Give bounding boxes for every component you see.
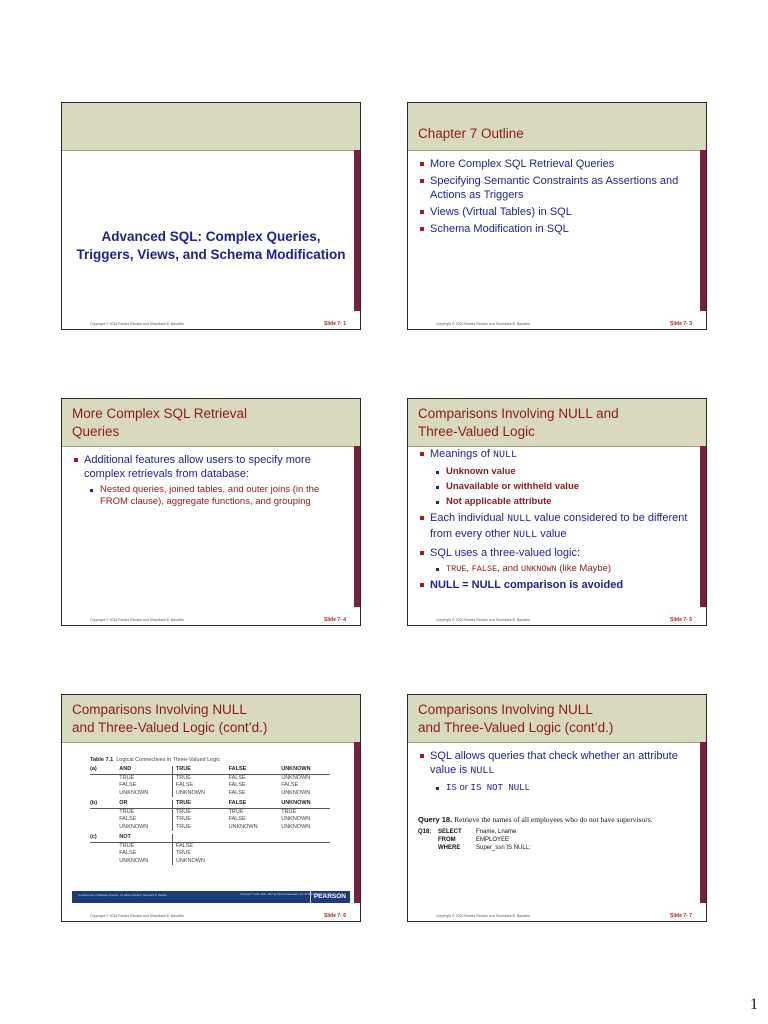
table-section-label bbox=[90, 824, 119, 832]
title-line: and Three-Valued Logic (cont’d.) bbox=[72, 720, 268, 735]
query-row bbox=[418, 844, 653, 852]
table-cell: TRUE bbox=[281, 808, 297, 815]
title-line: and Three-Valued Logic (cont’d.) bbox=[418, 720, 614, 735]
code-is-not-null: IS NOT NULL bbox=[470, 783, 530, 793]
table-caption bbox=[90, 757, 330, 763]
table-label: Table 7.1 bbox=[90, 757, 114, 763]
slide-number: Slide 7- 5 bbox=[670, 617, 692, 623]
slide-content bbox=[420, 447, 692, 595]
table-cell: UNKNOWN bbox=[281, 816, 311, 822]
slide-3 bbox=[61, 398, 361, 626]
code-null: NULL bbox=[507, 514, 532, 525]
sql-keyword: SELECT bbox=[438, 829, 462, 835]
table-section-label bbox=[90, 782, 119, 790]
slide-title: Chapter 7 Outline bbox=[418, 126, 524, 141]
table-cell: UNKNOWN bbox=[172, 858, 229, 866]
table-row bbox=[90, 843, 330, 851]
bullet: More Complex SQL Retrieval Queries bbox=[420, 157, 692, 171]
sub-text: or bbox=[456, 782, 471, 793]
slide-accent-bar bbox=[700, 446, 706, 607]
copyright: Copyright © 2016 Ramez Elmasri and Shamkant B. Navathe bbox=[436, 914, 530, 918]
table-header-row bbox=[90, 766, 330, 775]
table-cell bbox=[172, 834, 229, 842]
copyright: Copyright © 2016 Ramez Elmasri and Shamkant B. Navathe bbox=[90, 618, 184, 622]
query-id: Q18: bbox=[418, 829, 432, 835]
table-cell: UNKNOWN bbox=[281, 789, 311, 796]
slide-content bbox=[420, 749, 692, 797]
copyright: Copyright © 2016 Ramez Elmasri and Shamkant B. Navathe bbox=[436, 322, 530, 326]
table-cell: TRUE bbox=[172, 809, 229, 817]
query-figure bbox=[418, 815, 653, 852]
table-cell bbox=[229, 834, 282, 842]
table-header-row bbox=[90, 800, 330, 809]
table-cell: TRUE bbox=[172, 766, 229, 774]
code-false: FALSE bbox=[471, 564, 498, 574]
table-cell: FALSE bbox=[228, 766, 247, 772]
table-section-label bbox=[90, 775, 119, 783]
table-section-label bbox=[90, 850, 119, 858]
table-section-label: (a) bbox=[90, 766, 97, 772]
table-row bbox=[90, 775, 330, 783]
slide-content bbox=[420, 157, 692, 239]
sql-keyword: WHERE bbox=[438, 845, 461, 851]
slide-accent-bar bbox=[354, 150, 360, 311]
table-cell: FALSE bbox=[172, 843, 229, 851]
table-cell bbox=[229, 850, 282, 858]
slide-number: Slide 7- 7 bbox=[670, 913, 692, 919]
table-cell: UNKNOWN bbox=[119, 789, 149, 796]
table-cell: UNKNOWN bbox=[281, 800, 311, 806]
table-cell: TRUE bbox=[172, 850, 229, 858]
copyright: Copyright © 2016 Ramez Elmasri and Shamkant B. Navathe bbox=[90, 914, 184, 918]
slide-title bbox=[418, 701, 694, 737]
table-cell: UNKNOWN bbox=[119, 823, 149, 830]
table-cell: TRUE bbox=[119, 842, 135, 849]
table-row bbox=[90, 850, 330, 858]
table-section-label bbox=[90, 816, 119, 824]
bullet bbox=[74, 453, 346, 508]
sql-clause: Fname, Lname bbox=[476, 829, 517, 835]
table-cell: TRUE bbox=[228, 808, 244, 815]
slide-accent-bar bbox=[354, 742, 360, 903]
separator: , bbox=[466, 563, 472, 574]
query-heading bbox=[418, 815, 653, 824]
sub-bullet bbox=[436, 782, 692, 794]
table-cell: UNKNOWN bbox=[172, 790, 229, 798]
bullet: Specifying Semantic Constraints as Assertions and Actions as Triggers bbox=[420, 174, 692, 202]
slide-accent-bar bbox=[354, 446, 360, 607]
pearson-banner bbox=[72, 891, 350, 903]
table-cell: TRUE bbox=[119, 808, 135, 815]
bullet bbox=[420, 511, 692, 543]
three-valued-logic-table bbox=[90, 757, 330, 865]
table-cell: FALSE bbox=[228, 816, 246, 822]
pearson-logo: PEARSON bbox=[310, 891, 346, 903]
slide-accent-bar bbox=[700, 742, 706, 903]
table-cell: TRUE bbox=[172, 800, 229, 808]
table-caption-text: Logical Connectives in Three-Valued Logic bbox=[116, 757, 221, 763]
slide-title: Advanced SQL: Complex Queries, Triggers, Views, and Schema Modification bbox=[76, 229, 346, 262]
slide-4 bbox=[407, 398, 707, 626]
bullet bbox=[420, 546, 692, 575]
table-cell bbox=[281, 843, 330, 851]
table-cell: AND bbox=[119, 766, 132, 772]
table-cell: UNKNOWN bbox=[281, 823, 311, 830]
table-cell bbox=[229, 843, 282, 851]
table-row bbox=[90, 782, 330, 790]
slide-title: More Complex SQL Retrieval Queries bbox=[72, 406, 248, 439]
slide-number: Slide 7- 1 bbox=[324, 321, 346, 327]
table-row bbox=[90, 858, 330, 866]
bullet: Schema Modification in SQL bbox=[420, 222, 692, 236]
table-header-row bbox=[90, 834, 330, 843]
pearson-copyright: Copyright © 2016, 2011, 2007 by Pearson Education, Inc. All Rights Reserved bbox=[240, 893, 327, 896]
table-cell bbox=[281, 850, 330, 858]
bullet-text: Additional features allow users to specify more complex retrievals from database: bbox=[84, 454, 311, 480]
title-line: Comparisons Involving NULL bbox=[72, 702, 247, 717]
slide-number: Slide 7- 3 bbox=[670, 321, 692, 327]
table-section-label bbox=[90, 843, 119, 851]
table-cell: FALSE bbox=[228, 782, 246, 788]
bullet: NULL = NULL comparison is avoided bbox=[420, 578, 692, 592]
slide-content bbox=[74, 453, 346, 511]
slide-accent-bar bbox=[700, 150, 706, 311]
slide-title: Comparisons Involving NULL and Three-Valued Logic bbox=[418, 406, 619, 439]
code-is: IS bbox=[446, 783, 457, 793]
table-section-label: (c) bbox=[90, 834, 97, 840]
table-cell: FALSE bbox=[228, 774, 246, 781]
table-row bbox=[90, 809, 330, 817]
table-cell: FALSE bbox=[119, 850, 137, 856]
code-true: TRUE bbox=[446, 564, 467, 574]
slide-number: Slide 7- 6 bbox=[324, 913, 346, 919]
table-cell bbox=[229, 858, 282, 866]
table-cell: UNKNOWN bbox=[119, 857, 149, 864]
sql-keyword: FROM bbox=[438, 837, 456, 843]
slide-2 bbox=[407, 102, 707, 330]
pearson-fine-print: Fundamentals of Database Systems, 7/e Ramez Elmasri | Shamkant B. Navathe bbox=[78, 894, 168, 897]
table-cell bbox=[281, 858, 330, 866]
slide-1 bbox=[61, 102, 361, 330]
bullet-text: value considered to be different from every other bbox=[430, 512, 688, 540]
query-description: Retrieve the names of all employees who do not have supervisors. bbox=[452, 815, 653, 824]
query-code bbox=[418, 828, 653, 852]
table-row bbox=[90, 816, 330, 824]
table-cell: NOT bbox=[119, 834, 131, 840]
table-row bbox=[90, 824, 330, 832]
table-cell: FALSE bbox=[228, 789, 246, 796]
title-line: Comparisons Involving NULL bbox=[418, 702, 593, 717]
bullet bbox=[420, 749, 692, 794]
bullet bbox=[420, 447, 692, 508]
slide-title bbox=[72, 701, 348, 737]
bullet-text: value bbox=[537, 528, 567, 540]
table-row bbox=[90, 790, 330, 798]
table-section-label bbox=[90, 809, 119, 817]
separator: , and bbox=[497, 563, 521, 574]
sub-bullet: Unknown value bbox=[436, 466, 692, 478]
code-null: NULL bbox=[470, 766, 495, 777]
sql-clause: Super_ssn IS NULL; bbox=[476, 845, 531, 851]
bullet-text: Meanings of bbox=[430, 448, 493, 460]
table-cell: UNKNOWN bbox=[281, 774, 311, 781]
page-number: 1 bbox=[750, 996, 758, 1013]
copyright: Copyright © 2016 Ramez Elmasri and Shamkant B. Navathe bbox=[436, 618, 530, 622]
bullet: Views (Virtual Tables) in SQL bbox=[420, 205, 692, 219]
table-cell: FALSE bbox=[281, 782, 299, 788]
table-section-label bbox=[90, 858, 119, 866]
table-cell: FALSE bbox=[119, 782, 137, 788]
query-label: Query 18. bbox=[418, 815, 453, 824]
table-cell: TRUE bbox=[172, 775, 229, 783]
sub-bullet: Not applicable attribute bbox=[436, 496, 692, 508]
table-cell: TRUE bbox=[172, 824, 229, 832]
bullet-text: SQL uses a three-valued logic: bbox=[430, 547, 581, 559]
slide-number: Slide 7- 4 bbox=[324, 617, 346, 623]
query-row bbox=[418, 836, 653, 844]
code-unknown: UNKNOWN bbox=[520, 564, 557, 574]
table-section-label: (b) bbox=[90, 800, 98, 806]
table-cell: FALSE bbox=[228, 800, 247, 806]
sql-clause: EMPLOYEE bbox=[476, 837, 510, 843]
copyright: Copyright © 2016 Ramez Elmasri and Shamkant B. Navathe bbox=[90, 322, 184, 326]
table-cell: FALSE bbox=[119, 816, 137, 822]
table-cell: TRUE bbox=[172, 816, 229, 824]
sub-bullet: Unavailable or withheld value bbox=[436, 481, 692, 493]
code-null: NULL bbox=[513, 530, 538, 541]
table-cell bbox=[281, 834, 330, 842]
table-cell: FALSE bbox=[172, 782, 229, 790]
table-section-label bbox=[90, 790, 119, 798]
table-cell: UNKNOWN bbox=[228, 823, 258, 830]
query-row bbox=[418, 828, 653, 836]
slide-header-band bbox=[62, 103, 360, 151]
bullet-text: SQL allows queries that check whether an attribute value is bbox=[430, 750, 678, 776]
sub-text: (like Maybe) bbox=[556, 563, 612, 574]
sub-bullet bbox=[436, 563, 692, 575]
table-cell: UNKNOWN bbox=[281, 766, 311, 772]
table-cell: TRUE bbox=[119, 774, 135, 781]
slide-5 bbox=[61, 694, 361, 922]
table-cell: OR bbox=[119, 800, 128, 806]
slide-6 bbox=[407, 694, 707, 922]
code-null: NULL bbox=[492, 450, 517, 461]
bullet-text: Each individual bbox=[430, 512, 508, 524]
sub-bullet: Nested queries, joined tables, and outer joins (in the FROM clause), aggregate functions, and grouping bbox=[90, 484, 346, 508]
